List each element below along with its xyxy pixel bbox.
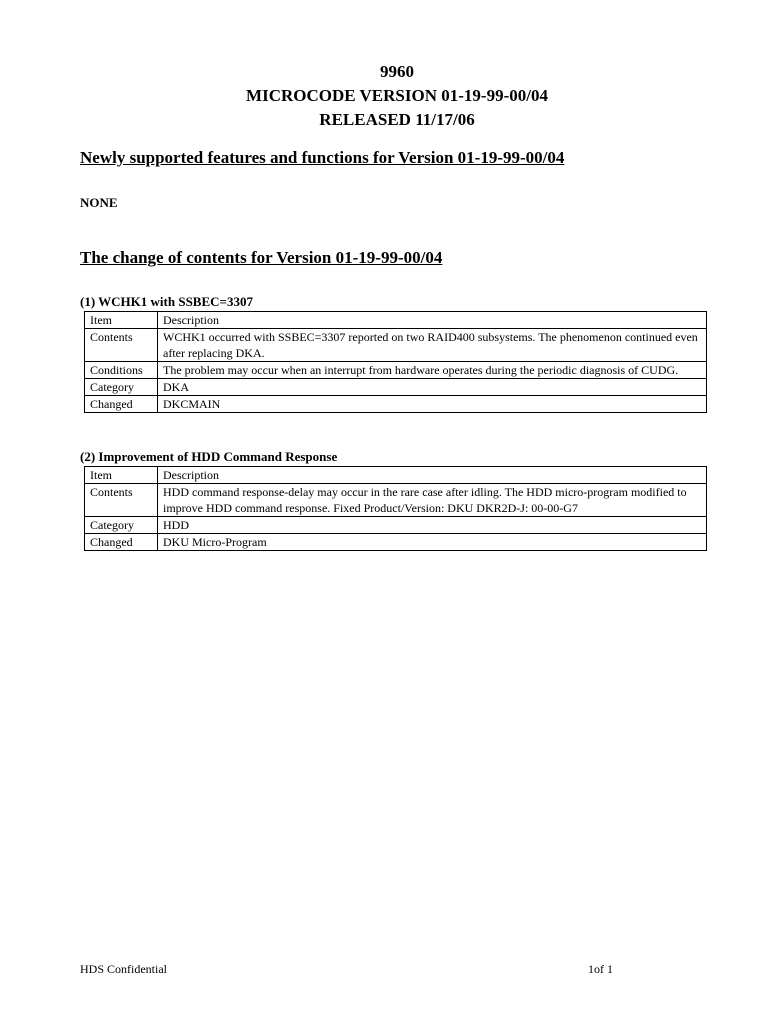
row-label: Item bbox=[85, 467, 158, 484]
row-label: Category bbox=[85, 379, 158, 396]
table-row bbox=[85, 329, 707, 362]
new-features-body: NONE bbox=[80, 195, 118, 210]
row-value: HDD bbox=[158, 517, 707, 534]
microcode-version: MICROCODE VERSION 01-19-99-00/04 bbox=[246, 86, 548, 105]
table-row bbox=[85, 312, 707, 329]
row-value: HDD command response-delay may occur in the rare case after idling. The HDD micro-program modified to improve HDD command response. Fixed Product/Version: DKU DKR2D-J: 00-00-G7 bbox=[158, 484, 707, 517]
document-header bbox=[0, 60, 768, 132]
change-item-2-table bbox=[84, 466, 707, 551]
change-item-1-title: (1) WCHK1 with SSBEC=3307 bbox=[80, 294, 253, 309]
table-row bbox=[85, 396, 707, 413]
row-value: WCHK1 occurred with SSBEC=3307 reported on two RAID400 subsystems. The phenomenon continued even after replacing DKA. bbox=[158, 329, 707, 362]
footer-confidential: HDS Confidential bbox=[80, 962, 167, 976]
table-row bbox=[85, 484, 707, 517]
row-label: Category bbox=[85, 517, 158, 534]
new-features-heading: Newly supported features and functions for Version 01-19-99-00/04 bbox=[80, 148, 565, 167]
row-label: Item bbox=[85, 312, 158, 329]
row-value: DKCMAIN bbox=[158, 396, 707, 413]
row-label: Conditions bbox=[85, 362, 158, 379]
row-value: The problem may occur when an interrupt from hardware operates during the periodic diagnosis of CUDG. bbox=[158, 362, 707, 379]
changes-heading: The change of contents for Version 01-19-99-00/04 bbox=[80, 248, 443, 267]
row-value: DKU Micro-Program bbox=[158, 534, 707, 551]
change-item-2-title: (2) Improvement of HDD Command Response bbox=[80, 449, 338, 464]
release-date: RELEASED 11/17/06 bbox=[319, 110, 475, 129]
table-row bbox=[85, 362, 707, 379]
row-label: Changed bbox=[85, 396, 158, 413]
table-row bbox=[85, 517, 707, 534]
model-number: 9960 bbox=[380, 62, 414, 81]
footer-page-number: 1of 1 bbox=[588, 962, 613, 976]
table-row bbox=[85, 467, 707, 484]
change-item-1-table bbox=[84, 311, 707, 413]
table-row bbox=[85, 379, 707, 396]
row-value: DKA bbox=[158, 379, 707, 396]
row-value: Description bbox=[158, 312, 707, 329]
row-value: Description bbox=[158, 467, 707, 484]
row-label: Contents bbox=[85, 484, 158, 517]
row-label: Contents bbox=[85, 329, 158, 362]
table-row bbox=[85, 534, 707, 551]
row-label: Changed bbox=[85, 534, 158, 551]
